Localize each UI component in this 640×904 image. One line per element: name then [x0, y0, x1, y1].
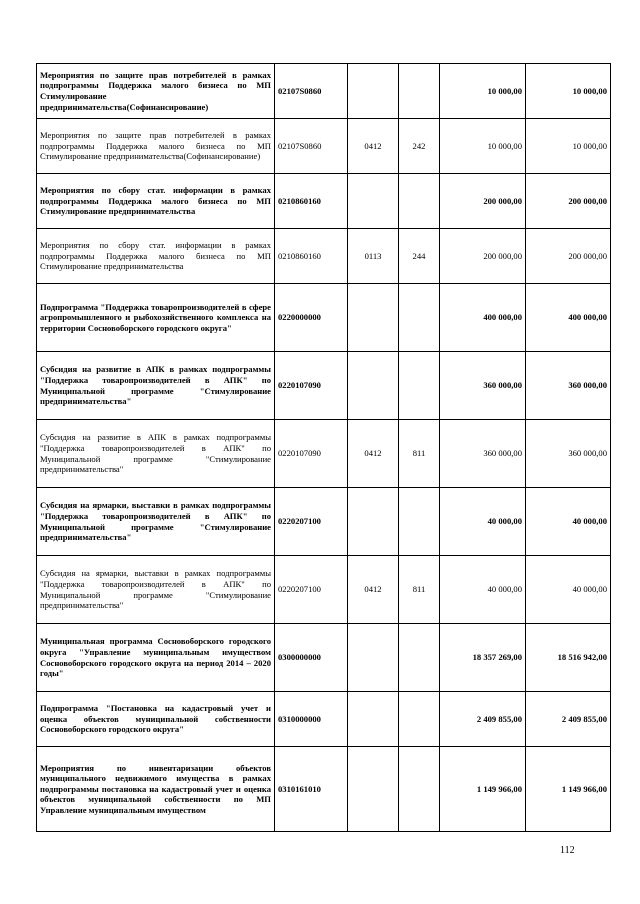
row-vr-cell [399, 488, 440, 556]
row-name-cell: Мероприятия по защите прав потребителей в рамках подпрограммы Поддержка малого бизнеса по МП Стимулирование предпринимательства(Софинансирование) [37, 64, 275, 119]
row-csr-cell: 0220107090 [275, 420, 348, 488]
row-csr-cell: 0220207100 [275, 488, 348, 556]
row-vr-cell: 244 [399, 229, 440, 284]
row-section-cell [348, 352, 399, 420]
row-vr-cell [399, 747, 440, 832]
row-csr-cell: 0220000000 [275, 284, 348, 352]
row-sum-2020-cell: 360 000,00 [526, 352, 611, 420]
row-vr-cell [399, 624, 440, 692]
row-section-cell: 0412 [348, 420, 399, 488]
row-sum-2020-cell: 40 000,00 [526, 488, 611, 556]
row-vr-cell: 811 [399, 556, 440, 624]
row-name-cell: Субсидия на развитие в АПК в рамках подпрограммы "Поддержка товаропроизводителей в АПК" по Муниципальной программе "Стимулирование предпринимательства" [37, 352, 275, 420]
row-name-cell: Субсидия на ярмарки, выставки в рамках подпрограммы "Поддержка товаропроизводителей в АПК" по Муниципальной программе "Стимулирование предпринимательства" [37, 556, 275, 624]
budget-table [36, 63, 611, 832]
row-sum-2019-cell: 10 000,00 [440, 64, 526, 119]
row-sum-2019-cell: 200 000,00 [440, 174, 526, 229]
row-vr-cell [399, 174, 440, 229]
row-name-cell: Субсидия на развитие в АПК в рамках подпрограммы "Поддержка товаропроизводителей в АПК" по Муниципальной программе "Стимулирование предпринимательства" [37, 420, 275, 488]
row-sum-2020-cell: 360 000,00 [526, 420, 611, 488]
page-number: 112 [560, 845, 575, 856]
table-body [37, 64, 611, 832]
row-vr-cell [399, 284, 440, 352]
row-csr-cell: 0310161010 [275, 747, 348, 832]
row-sum-2020-cell: 200 000,00 [526, 174, 611, 229]
row-sum-2020-cell: 10 000,00 [526, 119, 611, 174]
row-csr-cell: 0300000000 [275, 624, 348, 692]
row-sum-2019-cell: 2 409 855,00 [440, 692, 526, 747]
row-section-cell [348, 692, 399, 747]
row-vr-cell [399, 64, 440, 119]
row-csr-cell: 0220207100 [275, 556, 348, 624]
row-vr-cell [399, 692, 440, 747]
row-name-cell: Мероприятия по инвентаризации объектов муниципального недвижимого имущества в рамках подпрограммы постановка на кадастровый учет и оценка объектов муниципальной собственности по МП Управление муниципальным имуществом [37, 747, 275, 832]
row-name-cell: Подпрограмма "Поддержка товаропроизводителей в сфере агропромышленного и рыбохозяйственного комплекса на территории Сосновоборского городского округа" [37, 284, 275, 352]
row-section-cell: 0412 [348, 556, 399, 624]
row-section-cell: 0412 [348, 119, 399, 174]
table-row [37, 747, 611, 832]
row-sum-2020-cell: 10 000,00 [526, 64, 611, 119]
row-sum-2020-cell: 2 409 855,00 [526, 692, 611, 747]
row-csr-cell: 0210860160 [275, 229, 348, 284]
row-section-cell [348, 64, 399, 119]
table-row [37, 174, 611, 229]
row-csr-cell: 02107S0860 [275, 64, 348, 119]
row-name-cell: Подпрограмма "Постановка на кадастровый учет и оценка объектов муниципальной собственности Сосновоборского городского округа" [37, 692, 275, 747]
table-row [37, 556, 611, 624]
row-sum-2019-cell: 360 000,00 [440, 420, 526, 488]
table-row [37, 284, 611, 352]
row-sum-2019-cell: 40 000,00 [440, 488, 526, 556]
row-section-cell [348, 747, 399, 832]
row-vr-cell: 242 [399, 119, 440, 174]
table-row [37, 692, 611, 747]
table-row [37, 420, 611, 488]
table-row [37, 64, 611, 119]
row-section-cell [348, 174, 399, 229]
row-csr-cell: 02107S0860 [275, 119, 348, 174]
row-csr-cell: 0310000000 [275, 692, 348, 747]
row-sum-2019-cell: 400 000,00 [440, 284, 526, 352]
row-sum-2020-cell: 18 516 942,00 [526, 624, 611, 692]
row-sum-2019-cell: 40 000,00 [440, 556, 526, 624]
row-sum-2019-cell: 18 357 269,00 [440, 624, 526, 692]
row-sum-2019-cell: 10 000,00 [440, 119, 526, 174]
row-sum-2019-cell: 200 000,00 [440, 229, 526, 284]
row-section-cell: 0113 [348, 229, 399, 284]
table-row [37, 488, 611, 556]
row-vr-cell [399, 352, 440, 420]
row-sum-2020-cell: 1 149 966,00 [526, 747, 611, 832]
row-name-cell: Субсидия на ярмарки, выставки в рамках подпрограммы "Поддержка товаропроизводителей в АПК" по Муниципальной программе "Стимулирование предпринимательства" [37, 488, 275, 556]
row-name-cell: Мероприятия по защите прав потребителей в рамках подпрограммы Поддержка малого бизнеса по МП Стимулирование предпринимательства(Софинансирование) [37, 119, 275, 174]
document-page [36, 63, 610, 832]
row-section-cell [348, 284, 399, 352]
table-row [37, 352, 611, 420]
row-sum-2019-cell: 360 000,00 [440, 352, 526, 420]
row-name-cell: Муниципальная программа Сосновоборского городского округа "Управление муниципальным имуществом Сосновоборского городского округа на период 2014 – 2020 годы" [37, 624, 275, 692]
row-vr-cell: 811 [399, 420, 440, 488]
row-sum-2019-cell: 1 149 966,00 [440, 747, 526, 832]
row-name-cell: Мероприятия по сбору стат. информации в рамках подпрограммы Поддержка малого бизнеса по МП Стимулирование предпринимательства [37, 229, 275, 284]
row-sum-2020-cell: 400 000,00 [526, 284, 611, 352]
table-row [37, 624, 611, 692]
row-name-cell: Мероприятия по сбору стат. информации в рамках подпрограммы Поддержка малого бизнеса по МП Стимулирование предпринимательства [37, 174, 275, 229]
row-sum-2020-cell: 40 000,00 [526, 556, 611, 624]
row-section-cell [348, 624, 399, 692]
table-row [37, 119, 611, 174]
row-section-cell [348, 488, 399, 556]
row-csr-cell: 0220107090 [275, 352, 348, 420]
row-sum-2020-cell: 200 000,00 [526, 229, 611, 284]
row-csr-cell: 0210860160 [275, 174, 348, 229]
table-row [37, 229, 611, 284]
